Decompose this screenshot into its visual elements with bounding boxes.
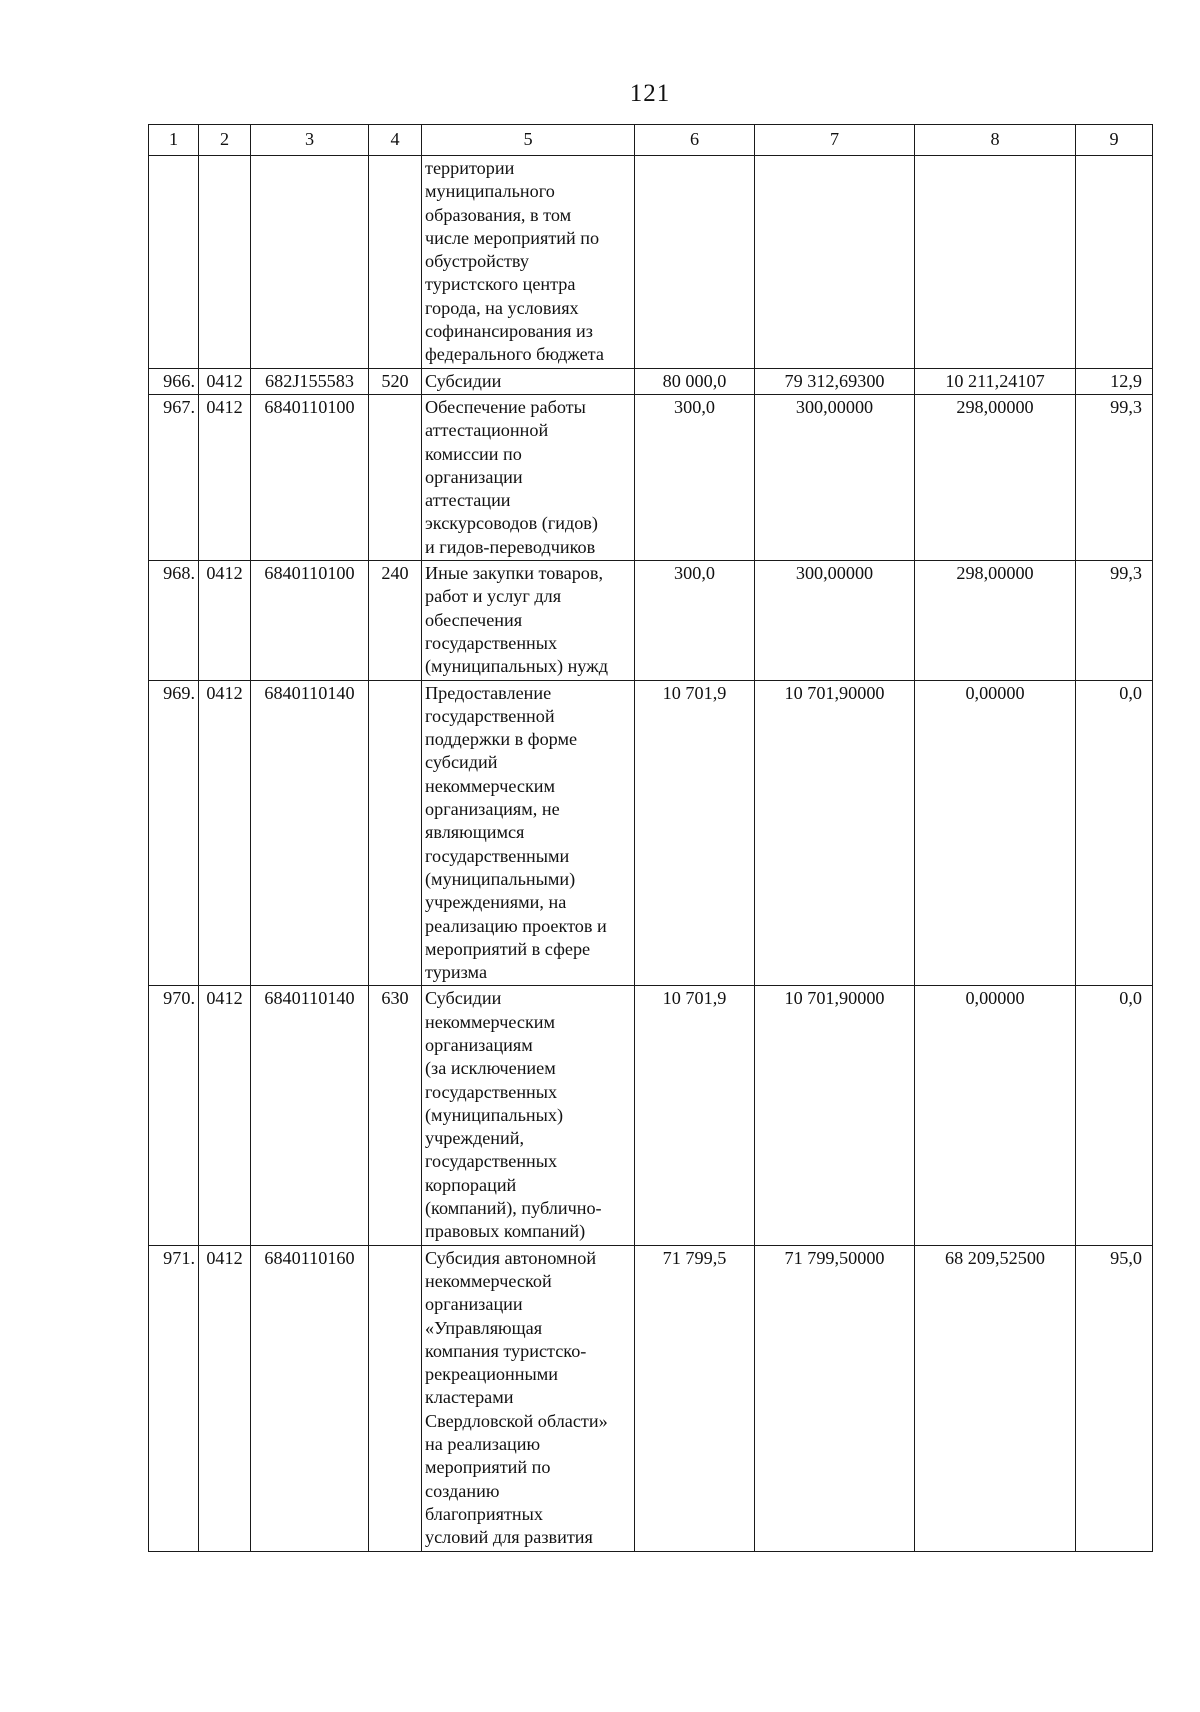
description-line: Свердловской области» xyxy=(425,1410,608,1431)
description-line: туризма xyxy=(425,962,488,983)
percent-cell xyxy=(1076,156,1153,369)
table-row xyxy=(149,368,1153,394)
amount-col7-cell: 71 799,50000 xyxy=(755,1245,915,1551)
description-line: некоммерческим xyxy=(425,1011,556,1032)
table-header-row xyxy=(149,125,1153,156)
description-line: учреждениями, на xyxy=(425,892,567,913)
description-line: благоприятных xyxy=(425,1503,543,1524)
description-cell xyxy=(422,1245,635,1551)
amount-col8-cell: 0,00000 xyxy=(915,680,1076,986)
description-line: обеспечения xyxy=(425,609,523,630)
amount-col6-cell: 71 799,5 xyxy=(635,1245,755,1551)
table-row xyxy=(149,1245,1153,1551)
description-line: правовых компаний) xyxy=(425,1221,586,1242)
row-number-cell: 968. xyxy=(149,561,199,680)
description-line: Субсидии xyxy=(425,370,502,391)
classifier-code-cell: 6840110160 xyxy=(251,1245,369,1551)
description-line: числе мероприятий по xyxy=(425,227,600,248)
description-line: экскурсоводов (гидов) xyxy=(425,513,598,534)
description-line: государственной xyxy=(425,705,555,726)
expense-type-cell xyxy=(369,680,422,986)
description-cell xyxy=(422,561,635,680)
row-number-cell: 969. xyxy=(149,680,199,986)
description-line: территории xyxy=(425,158,515,178)
description-line: и гидов-переводчиков xyxy=(425,536,596,557)
description-line: учреждений, xyxy=(425,1128,525,1149)
percent-cell: 0,0 xyxy=(1076,680,1153,986)
classifier-code-cell: 6840110100 xyxy=(251,561,369,680)
amount-col8-cell: 298,00000 xyxy=(915,561,1076,680)
section-code-cell: 0412 xyxy=(199,561,251,680)
expense-type-cell xyxy=(369,1245,422,1551)
section-code-cell: 0412 xyxy=(199,986,251,1245)
description-line: мероприятий в сфере xyxy=(425,938,591,959)
classifier-code-cell: 6840110140 xyxy=(251,986,369,1245)
description-line: государственными xyxy=(425,845,570,866)
description-line: организациям, не xyxy=(425,799,560,820)
description-line: организации xyxy=(425,1294,523,1315)
description-line: являющимся xyxy=(425,822,525,843)
description-line: туристского центра xyxy=(425,274,576,295)
percent-cell: 12,9 xyxy=(1076,368,1153,394)
expense-type-cell: 520 xyxy=(369,368,422,394)
description-line: муниципального xyxy=(425,181,555,202)
description-line: реализацию проектов и xyxy=(425,915,607,936)
percent-cell: 0,0 xyxy=(1076,986,1153,1245)
amount-col7-cell xyxy=(755,156,915,369)
amount-col8-cell: 298,00000 xyxy=(915,394,1076,560)
description-line: комиссии по xyxy=(425,443,522,464)
amount-col7-cell: 300,00000 xyxy=(755,394,915,560)
percent-cell: 99,3 xyxy=(1076,561,1153,680)
amount-col6-cell: 300,0 xyxy=(635,394,755,560)
amount-col8-cell: 10 211,24107 xyxy=(915,368,1076,394)
description-line: работ и услуг для xyxy=(425,586,562,607)
amount-col8-cell: 68 209,52500 xyxy=(915,1245,1076,1551)
amount-col6-cell: 300,0 xyxy=(635,561,755,680)
row-number-cell xyxy=(149,156,199,369)
section-code-cell: 0412 xyxy=(199,680,251,986)
row-number-cell: 971. xyxy=(149,1245,199,1551)
description-line: организациям xyxy=(425,1034,533,1055)
amount-col7-cell: 79 312,69300 xyxy=(755,368,915,394)
description-cell xyxy=(422,368,635,394)
table-body xyxy=(149,125,1153,1552)
classifier-code-cell: 6840110140 xyxy=(251,680,369,986)
header-cell: 3 xyxy=(251,125,369,156)
table-row xyxy=(149,156,1153,369)
amount-col6-cell xyxy=(635,156,755,369)
expense-type-cell: 240 xyxy=(369,561,422,680)
amount-col7-cell: 300,00000 xyxy=(755,561,915,680)
header-cell: 5 xyxy=(422,125,635,156)
description-line: некоммерческой xyxy=(425,1270,552,1291)
description-line: Субсидия автономной xyxy=(425,1247,597,1268)
section-code-cell xyxy=(199,156,251,369)
description-line: государственных xyxy=(425,1151,558,1172)
header-cell: 8 xyxy=(915,125,1076,156)
row-number-cell: 967. xyxy=(149,394,199,560)
page-number: 121 xyxy=(629,80,671,107)
table-row xyxy=(149,986,1153,1245)
description-line: (компаний), публично- xyxy=(425,1198,602,1219)
table-row xyxy=(149,561,1153,680)
description-line: Обеспечение работы xyxy=(425,396,586,417)
budget-table xyxy=(148,124,1153,1552)
description-line: (муниципальными) xyxy=(425,868,576,889)
section-code-cell: 0412 xyxy=(199,394,251,560)
description-line: федерального бюджета xyxy=(425,344,604,365)
description-cell xyxy=(422,156,635,369)
description-line: обустройству xyxy=(425,251,529,272)
amount-col6-cell: 10 701,9 xyxy=(635,986,755,1245)
description-line: государственных xyxy=(425,1081,558,1102)
amount-col6-cell: 80 000,0 xyxy=(635,368,755,394)
description-line: рекреационными xyxy=(425,1364,558,1385)
description-line: Иные закупки товаров, xyxy=(425,563,604,584)
row-number-cell: 966. xyxy=(149,368,199,394)
percent-cell: 99,3 xyxy=(1076,394,1153,560)
description-line: Предоставление xyxy=(425,682,552,703)
header-cell: 7 xyxy=(755,125,915,156)
header-cell: 9 xyxy=(1076,125,1153,156)
description-cell xyxy=(422,394,635,560)
description-line: аттестационной xyxy=(425,420,549,441)
amount-col8-cell: 0,00000 xyxy=(915,986,1076,1245)
description-line: образования, в том xyxy=(425,204,572,225)
description-line: кластерами xyxy=(425,1387,514,1408)
description-line: условий для развития xyxy=(425,1527,593,1548)
description-line: субсидий xyxy=(425,752,498,773)
amount-col7-cell: 10 701,90000 xyxy=(755,986,915,1245)
description-line: (за исключением xyxy=(425,1058,556,1079)
section-code-cell: 0412 xyxy=(199,1245,251,1551)
description-line: на реализацию xyxy=(425,1434,541,1455)
description-line: софинансирования из xyxy=(425,321,593,342)
expense-type-cell: 630 xyxy=(369,986,422,1245)
amount-col6-cell: 10 701,9 xyxy=(635,680,755,986)
description-line: города, на условиях xyxy=(425,297,579,318)
expense-type-cell xyxy=(369,394,422,560)
percent-cell: 95,0 xyxy=(1076,1245,1153,1551)
classifier-code-cell: 682J155583 xyxy=(251,368,369,394)
description-cell xyxy=(422,986,635,1245)
header-cell: 4 xyxy=(369,125,422,156)
description-line: аттестации xyxy=(425,490,511,511)
description-line: корпораций xyxy=(425,1174,517,1195)
table-row xyxy=(149,680,1153,986)
description-line: некоммерческим xyxy=(425,775,556,796)
amount-col8-cell xyxy=(915,156,1076,369)
description-line: (муниципальных) xyxy=(425,1104,564,1125)
description-line: компания туристско- xyxy=(425,1340,587,1361)
description-line: (муниципальных) нужд xyxy=(425,656,608,677)
description-line: поддержки в форме xyxy=(425,729,578,750)
description-line: мероприятий по xyxy=(425,1457,551,1478)
description-line: «Управляющая xyxy=(425,1317,543,1338)
classifier-code-cell: 6840110100 xyxy=(251,394,369,560)
header-cell: 6 xyxy=(635,125,755,156)
table-row xyxy=(149,394,1153,560)
classifier-code-cell xyxy=(251,156,369,369)
amount-col7-cell: 10 701,90000 xyxy=(755,680,915,986)
header-cell: 2 xyxy=(199,125,251,156)
section-code-cell: 0412 xyxy=(199,368,251,394)
description-line: Субсидии xyxy=(425,988,502,1009)
description-line: организации xyxy=(425,466,523,487)
row-number-cell: 970. xyxy=(149,986,199,1245)
description-line: созданию xyxy=(425,1480,500,1501)
expense-type-cell xyxy=(369,156,422,369)
header-cell: 1 xyxy=(149,125,199,156)
description-cell xyxy=(422,680,635,986)
description-line: государственных xyxy=(425,632,558,653)
